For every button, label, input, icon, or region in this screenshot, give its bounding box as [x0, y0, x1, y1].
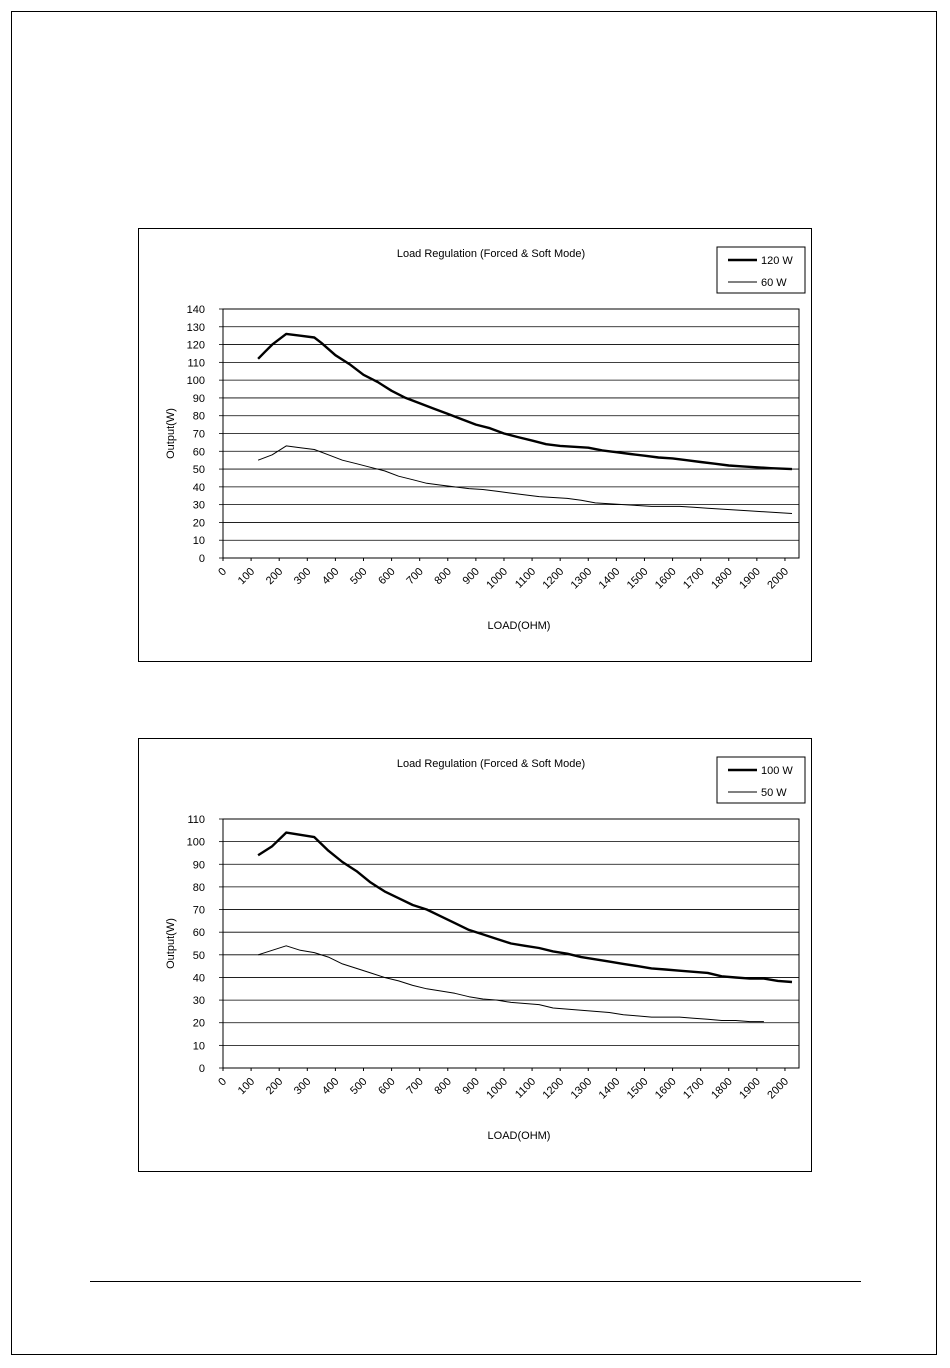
- x-tick-label: 600: [376, 565, 398, 588]
- chart-title: Load Regulation (Forced & Soft Mode): [396, 758, 586, 770]
- x-tick-label: 1300: [568, 565, 595, 592]
- x-axis-label: LOAD(OHM): [487, 620, 551, 632]
- x-tick-label: 600: [376, 1075, 398, 1098]
- legend-label-0: 100 W: [761, 765, 793, 777]
- x-tick-label: 1000: [484, 565, 511, 592]
- x-tick-label: 1800: [709, 1075, 735, 1102]
- x-tick-label: 0: [216, 565, 230, 579]
- y-tick-label: 140: [186, 304, 205, 316]
- chart-svg-1: [139, 229, 811, 661]
- y-tick-label: 20: [192, 517, 205, 530]
- x-tick-label: 900: [460, 1075, 482, 1098]
- y-tick-label: 130: [186, 321, 205, 334]
- chart-title: Load Regulation (Forced & Soft Mode): [396, 248, 586, 260]
- y-tick-label: 70: [192, 904, 205, 917]
- y-tick-label: 10: [192, 1040, 205, 1053]
- load-regulation-chart-100w: [138, 738, 812, 1172]
- x-tick-label: 1100: [512, 1075, 539, 1101]
- y-tick-label: 40: [192, 972, 205, 985]
- x-tick-label: 200: [263, 1075, 286, 1098]
- y-tick-label: 80: [192, 881, 205, 894]
- load-regulation-chart-120w: [138, 228, 812, 662]
- y-tick-label: 60: [192, 927, 205, 940]
- x-tick-label: 100: [235, 1075, 258, 1098]
- y-tick-label: 100: [186, 836, 205, 849]
- x-tick-label: 800: [432, 565, 454, 588]
- legend-label-1: 50 W: [761, 787, 787, 799]
- y-tick-label: 90: [192, 392, 205, 405]
- x-axis-label: LOAD(OHM): [487, 1130, 551, 1142]
- x-tick-label: 1600: [652, 565, 679, 592]
- x-tick-label: 300: [291, 1075, 314, 1098]
- x-tick-label: 1100: [512, 565, 539, 591]
- y-axis-label: Output(W): [165, 408, 177, 459]
- y-tick-label: 110: [187, 814, 205, 826]
- x-tick-label: 400: [320, 1075, 342, 1098]
- y-tick-label: 100: [186, 375, 205, 388]
- y-axis-label: Output(W): [165, 918, 177, 969]
- x-tick-label: 200: [263, 565, 286, 588]
- x-tick-label: 1800: [709, 565, 735, 592]
- y-tick-label: 70: [192, 428, 205, 441]
- x-tick-label: 900: [460, 565, 482, 588]
- x-tick-label: 0: [216, 1075, 230, 1089]
- y-tick-label: 0: [198, 553, 205, 565]
- y-tick-label: 80: [192, 410, 205, 423]
- x-tick-label: 500: [348, 1075, 370, 1098]
- x-tick-label: 1300: [568, 1075, 595, 1102]
- y-tick-label: 20: [192, 1017, 205, 1030]
- x-tick-label: 2000: [765, 565, 792, 592]
- x-tick-label: 1600: [652, 1075, 679, 1102]
- x-tick-label: 700: [404, 1075, 426, 1098]
- x-tick-label: 500: [348, 565, 370, 588]
- x-tick-label: 100: [235, 565, 258, 588]
- x-tick-label: 1200: [540, 1075, 567, 1102]
- footer-rule: [90, 1281, 861, 1282]
- x-tick-label: 1000: [484, 1075, 511, 1102]
- x-tick-label: 400: [320, 565, 342, 588]
- x-tick-label: 1900: [737, 565, 763, 592]
- y-tick-label: 90: [192, 859, 205, 872]
- x-tick-label: 1400: [596, 1075, 623, 1102]
- legend-label-0: 120 W: [761, 255, 793, 267]
- y-tick-label: 0: [198, 1063, 205, 1075]
- x-tick-label: 1700: [680, 1075, 707, 1102]
- chart-svg-2: [139, 739, 811, 1171]
- y-tick-label: 120: [186, 339, 205, 352]
- x-tick-label: 1200: [540, 565, 567, 592]
- x-tick-label: 1900: [737, 1075, 763, 1102]
- x-tick-label: 800: [432, 1075, 454, 1098]
- legend: [717, 757, 805, 803]
- x-tick-label: 1400: [596, 565, 623, 592]
- x-tick-label: 1700: [680, 565, 707, 592]
- x-tick-label: 700: [404, 565, 426, 588]
- y-tick-label: 40: [192, 481, 205, 494]
- y-tick-label: 110: [187, 357, 205, 370]
- y-tick-label: 30: [192, 995, 205, 1008]
- x-tick-label: 1500: [624, 1075, 651, 1102]
- x-tick-label: 2000: [765, 1075, 792, 1102]
- legend-label-1: 60 W: [761, 277, 787, 289]
- legend: [717, 247, 805, 293]
- y-tick-label: 50: [192, 949, 205, 962]
- x-tick-label: 300: [291, 565, 314, 588]
- y-tick-label: 50: [192, 464, 205, 477]
- y-tick-label: 30: [192, 499, 205, 512]
- y-tick-label: 10: [192, 535, 205, 548]
- x-tick-label: 1500: [624, 565, 651, 592]
- y-tick-label: 60: [192, 446, 205, 459]
